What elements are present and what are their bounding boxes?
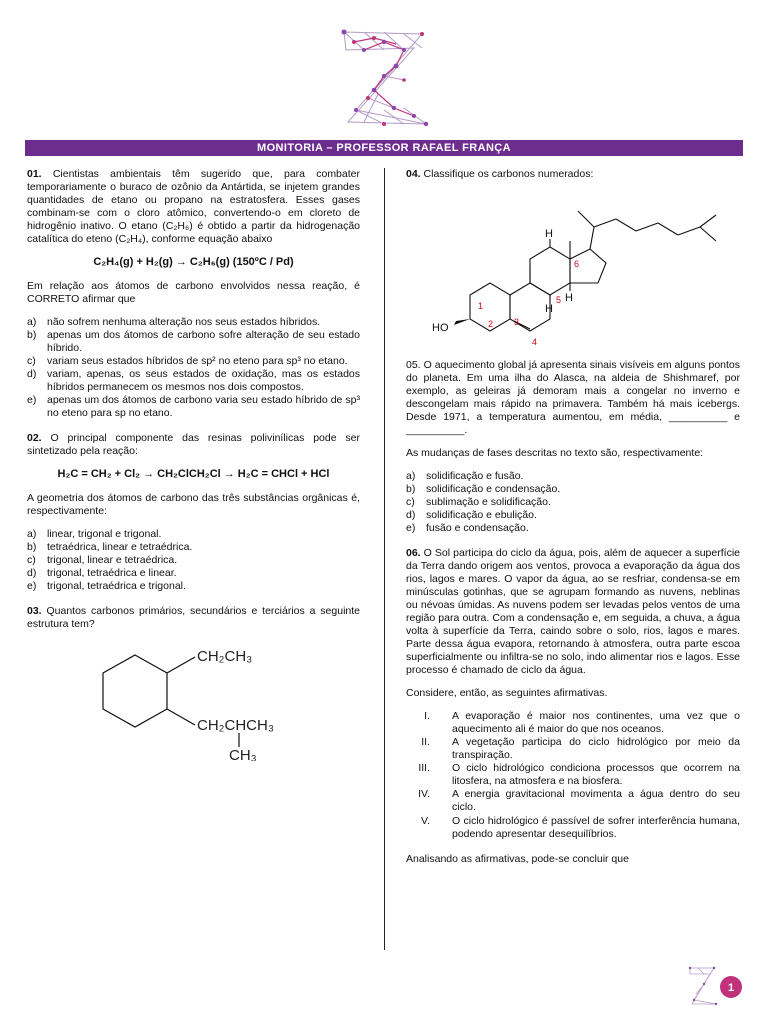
question-text: O aquecimento global já apresenta sinais visíveis em alguns pontos do planeta. Em uma ilha do Alasca, na aldeia de Shishmaref, por exemplo, as geleiras já demoram mais a congelar no inverno e descongelam mais rápido na primavera. Também há mais icebergs. Desde 1971, a temperatura aumentou, em média, __________ e __________. bbox=[406, 359, 741, 437]
option-b bbox=[406, 483, 740, 496]
carbon-number-5: 5 bbox=[556, 295, 562, 306]
option-text: não sofrem nenhuma alteração nos seus estados híbridos. bbox=[47, 315, 321, 328]
option-e bbox=[406, 522, 740, 535]
option-letter: e) bbox=[27, 579, 37, 592]
option-d bbox=[27, 567, 360, 580]
option-text: linear, trigonal e trigonal. bbox=[47, 527, 162, 540]
option-letter: b) bbox=[406, 483, 416, 496]
group-ethyl: CH₂CH₃ bbox=[197, 647, 253, 665]
z-logo-icon bbox=[334, 20, 434, 136]
statement-text: A vegetação participa do ciclo hidrológico por meio da transpiração. bbox=[452, 736, 740, 762]
h-label: H bbox=[545, 303, 553, 316]
option-text: apenas um dos átomos de carbono sofre alteração de seu estado híbrido. bbox=[47, 328, 360, 354]
question-01 bbox=[27, 168, 360, 246]
h-label: H bbox=[565, 292, 573, 305]
option-letter: d) bbox=[406, 509, 416, 522]
option-d bbox=[406, 509, 740, 522]
z-badge-icon bbox=[688, 964, 744, 1008]
option-text: solidificação e ebulição. bbox=[426, 509, 537, 522]
question-text: Quantos carbonos primários, secundários e terciários a seguinte estrutura tem? bbox=[27, 604, 360, 630]
roman-numeral: II. bbox=[421, 736, 430, 749]
carbon-number-1: 1 bbox=[478, 301, 484, 312]
option-letter: b) bbox=[27, 328, 37, 341]
carbon-number-6: 6 bbox=[574, 259, 580, 270]
option-text: variam seus estados híbridos de sp² no eteno para sp³ no etano. bbox=[47, 354, 348, 367]
cholesterol-structure bbox=[426, 191, 736, 351]
question-number: 05. bbox=[406, 359, 421, 372]
option-c bbox=[27, 355, 360, 368]
option-a bbox=[27, 316, 360, 329]
question-number: 01. bbox=[27, 168, 42, 180]
question-number: 06. bbox=[406, 547, 421, 560]
question-text: O Sol participa do ciclo da água, pois, além de aquecer a superfície da Terra dando origem aos ventos, provoca a evaporação da água dos rios, lagos e mares. O vapor da água, ao se resfriar, condensa-se em minúsculas gotinhas, que se agrupam formando as nuvens, neblinas ou névoas úmidas. As nuvens podem ser levadas pelos ventos de uma região para outra. Com a condensação e, em seguida, a chuva, a água volta à superfície da Terra, caindo sobre o solo, rios, lagos e mares. Parte dessa água evapora, retornando à atmosfera, outra parte escoa superficialmente ou infiltra-se no solo, indo alimentar rios e lagos. Esse processo é chamado de ciclo da água. bbox=[406, 547, 740, 677]
h-label: H bbox=[545, 228, 553, 241]
option-a bbox=[27, 528, 360, 541]
option-text: solidificação e fusão. bbox=[426, 470, 524, 483]
statement-ii bbox=[406, 736, 740, 762]
statement-iii bbox=[406, 762, 740, 788]
option-text: trigonal, tetraédrica e trigonal. bbox=[47, 579, 186, 592]
equation: H₂C = CH₂ + Cl₂ → CH₂ClCH₂Cl → H₂C = CHCl + HCl bbox=[57, 467, 330, 480]
roman-numeral: V. bbox=[421, 814, 430, 827]
question-number: 03. bbox=[27, 604, 42, 617]
statement-v bbox=[406, 815, 740, 841]
question-06 bbox=[406, 547, 740, 677]
group-methyl: CH₃ bbox=[229, 746, 257, 761]
carbon-number-3: 3 bbox=[514, 317, 520, 328]
header-banner: MONITORIA – PROFESSOR RAFAEL FRANÇA bbox=[25, 140, 743, 156]
option-text: trigonal, tetraédrica e linear. bbox=[47, 566, 177, 579]
option-letter: a) bbox=[406, 470, 416, 483]
option-letter: c) bbox=[27, 553, 36, 566]
options-list bbox=[406, 470, 740, 535]
options-list bbox=[27, 528, 360, 593]
statement-text: A energia gravitacional movimenta a água dentro do seu ciclo. bbox=[452, 788, 740, 814]
option-a bbox=[406, 470, 740, 483]
question-prompt: Considere, então, as seguintes afirmativas. bbox=[406, 687, 608, 700]
option-text: solidificação e condensação. bbox=[426, 483, 561, 496]
question-prompt: A geometria dos átomos de carbono das três substâncias orgânicas é, respectivamente: bbox=[27, 491, 360, 517]
carbon-number-4: 4 bbox=[532, 337, 538, 348]
option-text: sublimação e solidificação. bbox=[426, 496, 551, 509]
equation: C₂H₄(g) + H₂(g) → C₂H₆(g) (150ºC / Pd) bbox=[93, 256, 294, 269]
question-number: 04. bbox=[406, 168, 421, 180]
statement-text: O ciclo hidrológico condiciona processos que ocorrem na litosfera, na atmosfera e na biosfera. bbox=[452, 762, 740, 788]
roman-numeral: IV. bbox=[418, 788, 430, 801]
option-letter: b) bbox=[27, 540, 37, 553]
question-05 bbox=[406, 359, 740, 437]
option-d bbox=[27, 368, 360, 394]
question-text: Cientistas ambientais têm sugerido que, para combater temporariamente o buraco de ozônio da Antártida, se injetem grandes quantidades de etano ou propano na estratosfera. Esses gases combinam-se com o cloro atômico, convertendo-o em cloreto de hidrogênio inativo. O etano (C₂H₆) é obtido a partir da hidrogenação catalítica do eteno (C₂H₄), conforme equação abaixo bbox=[27, 168, 360, 246]
option-text: fusão e condensação. bbox=[426, 522, 529, 535]
option-letter: d) bbox=[27, 566, 37, 579]
question-prompt: As mudanças de fases descritas no texto são, respectivamente: bbox=[406, 447, 704, 460]
ho-label: HO bbox=[432, 322, 449, 335]
option-letter: a) bbox=[27, 527, 37, 540]
statement-text: O ciclo hidrológico é passível de sofrer interferência humana, podendo apresentar desequilíbrios. bbox=[452, 814, 740, 840]
question-number: 02. bbox=[27, 431, 42, 444]
group-isobutyl: CH₂CHCH₃ bbox=[197, 716, 274, 734]
statement-text: A evaporação é maior nos continentes, uma vez que o aquecimento ali é maior do que nos oceanos. bbox=[452, 710, 740, 736]
left-column bbox=[27, 168, 360, 761]
statement-iv bbox=[406, 788, 740, 814]
option-text: apenas um dos átomos de carbono varia seu estado híbrido de sp³ no eteno para sp no etano. bbox=[47, 393, 360, 419]
cyclohexane-structure bbox=[91, 641, 301, 761]
option-letter: c) bbox=[27, 354, 36, 367]
option-c bbox=[406, 496, 740, 509]
option-letter: d) bbox=[27, 367, 37, 380]
roman-numeral: I. bbox=[424, 710, 430, 723]
option-b bbox=[27, 541, 360, 554]
option-text: trigonal, linear e tetraédrica. bbox=[47, 553, 178, 566]
column-divider bbox=[384, 168, 385, 950]
question-prompt: Em relação aos átomos de carbono envolvidos nessa reação, é CORRETO afirmar que bbox=[27, 279, 360, 305]
closing-text: Analisando as afirmativas, pode-se concluir que bbox=[406, 852, 629, 865]
option-letter: e) bbox=[27, 393, 37, 406]
option-text: variam, apenas, os seus estados de oxidação, mas os estados híbridos permanecem os mesmos nos dois compostos. bbox=[47, 367, 360, 393]
option-c bbox=[27, 554, 360, 567]
question-04 bbox=[406, 168, 740, 181]
option-letter: c) bbox=[406, 496, 415, 509]
statements-list bbox=[406, 710, 740, 840]
question-03 bbox=[27, 605, 360, 631]
question-text: Classifique os carbonos numerados: bbox=[423, 168, 594, 180]
roman-numeral: III. bbox=[418, 762, 430, 775]
options-list bbox=[27, 316, 360, 420]
option-e bbox=[27, 580, 360, 593]
option-b bbox=[27, 329, 360, 355]
carbon-number-2: 2 bbox=[488, 319, 494, 330]
statement-i bbox=[406, 710, 740, 736]
option-e bbox=[27, 394, 360, 420]
option-letter: e) bbox=[406, 522, 416, 535]
page-number: 1 bbox=[727, 982, 735, 994]
right-column bbox=[406, 168, 740, 876]
option-letter: a) bbox=[27, 315, 37, 328]
option-text: tetraédrica, linear e tetraédrica. bbox=[47, 540, 193, 553]
question-text: O principal componente das resinas polivinílicas pode ser sintetizado pela reação: bbox=[27, 431, 360, 457]
question-02 bbox=[27, 432, 360, 458]
